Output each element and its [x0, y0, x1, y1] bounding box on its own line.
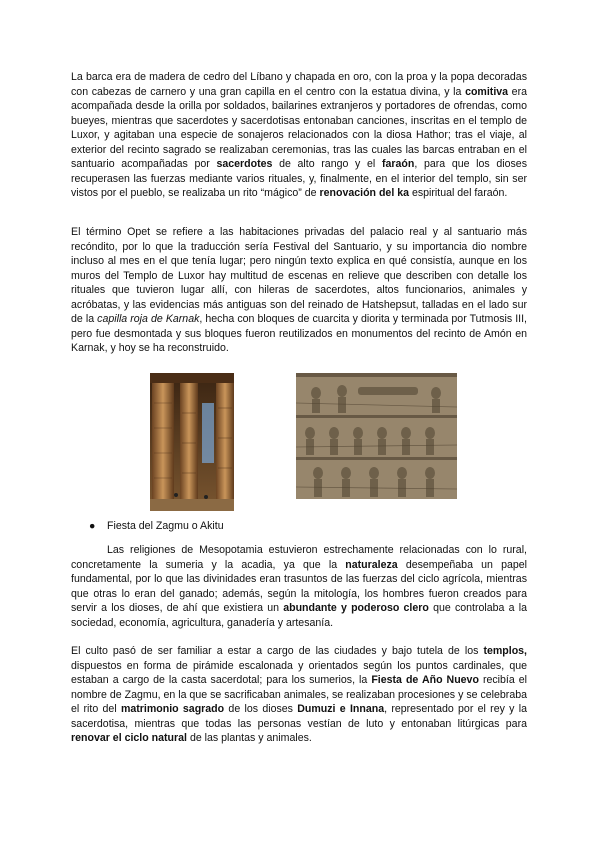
text-run: de las plantas y animales.	[187, 732, 312, 744]
text-run: El término Opet se refiere a las habitaciones privadas del palacio real y al santuario más recóndito, por lo que la traducción sería Festival del Santuario, y su importancia dio nombre incluso al mes en el que tenía lugar; pero ningún texto explica en qué consistía, aunque en los muros del Templo de Luxor hay multitud de escenas en relieve que describen con detalle los rituales que tuvieron lugar allí, con hileras de sacerdotes, altos funcionarios, animales y acróbatas, y las evidencias más antiguas son del reinado de Hatshepsut, talladas en el lado sur de la	[71, 226, 527, 325]
text-run: espiritual del faraón.	[409, 187, 508, 199]
bold-term: Dumuzi e Innana	[297, 703, 385, 715]
text-run: , para que los dioses recuperasen las fuerzas mediante varios rituales, y, finalmente, en el interior del templo, sin ser vistos por el pueblo, se realizaba un rito “mágico” de	[71, 158, 527, 199]
bold-term: abundante y poderoso clero	[283, 602, 429, 614]
bullet-item-zagmu	[89, 519, 224, 533]
text-run: recibía el nombre de Zagmu, en la que se sacrificaban animales, se realizaban procesiones y se celebraba el rito del	[71, 674, 528, 715]
text-run: desempeñaba un papel fundamental, por lo que las divinidades eran trasuntos de las fuerzas del ciclo agrícola, mientras que otras lo eran del ganado; además, según la mitología, los hombres fueron creados para servir a los dioses, de ahí que existiera un	[71, 558, 527, 614]
wall-relief-photo	[296, 373, 457, 499]
bullet-text: Fiesta del Zagmu o Akitu	[107, 520, 224, 532]
text-run: que controlaba a la sociedad, economía, agricultura, ganadería y artesanía.	[71, 602, 527, 629]
bold-term: sacerdotes	[216, 158, 273, 170]
text-run: La barca era de madera de cedro del Líbano y chapada en oro, con la proa y la popa decoradas con cabezas de carnero y una gran capilla en el centro con la estatua divina, y la	[71, 71, 527, 98]
temple-columns-photo-icon	[150, 373, 234, 511]
italic-term: capilla roja de Karnak	[97, 313, 200, 325]
text-run: , hecha con bloques de cuarcita y diorita y terminada por Tutmosis III, pero fue desmontada y sus bloques fueron reutilizados en monumentos del recinto de Amón en Karnak, y hoy se ha reconstruido.	[71, 313, 527, 354]
bold-term: Fiesta de Año Nuevo	[371, 674, 479, 686]
wall-relief-photo-icon	[296, 373, 457, 499]
temple-columns-photo	[150, 373, 234, 511]
text-run: de los dioses	[224, 703, 298, 715]
paragraph-barca	[71, 70, 527, 201]
bullet-dot-icon: ●	[89, 520, 96, 532]
bold-term: comitiva	[465, 85, 509, 98]
bold-term: templos,	[483, 645, 527, 657]
text-run: de alto rango y el	[272, 158, 382, 170]
text-run: , representado por el rey y la sacerdotisa, mientras que todas las personas vestían de luto y entonaban litúrgicas para	[71, 703, 527, 730]
text-run: El culto pasó de ser familiar a estar a cargo de las ciudades y bajo tutela de los	[71, 645, 484, 657]
bold-term: renovar el ciclo natural	[71, 732, 187, 744]
paragraph-mesopotamia	[71, 543, 527, 630]
paragraph-culto	[71, 644, 527, 746]
text-run: Las religiones de Mesopotamia estuvieron estrechamente relacionadas con lo rural, concretamente la sumeria y la acadia, ya que la	[71, 544, 527, 571]
bold-term: naturaleza	[345, 558, 398, 571]
text-run: era acompañada desde la orilla por soldados, bailarines extranjeros y portadores de ofrendas, como bueyes, mientras que sacerdotes y sacerdotisas entonaban canciones, inscritas en el templo de Luxor, y agitaban una especie de sonajeros relacionados con la diosa Hathor; tras el viaje, al exterior del recinto sagrado se realizaban ceremonias, tras las cuales las barcas entraban en el santuario acompañadas por	[71, 85, 527, 170]
bold-term: matrimonio sagrado	[120, 703, 225, 715]
text-run: dispuestos en forma de pirámide escalonada y orientados según los puntos cardinales, que estaban a cargo de la casta sacerdotal; para los sumerios, la	[71, 659, 527, 686]
paragraph-opet	[71, 225, 527, 356]
bold-term: renovación del ka	[319, 187, 409, 199]
bold-term: faraón	[381, 158, 415, 170]
